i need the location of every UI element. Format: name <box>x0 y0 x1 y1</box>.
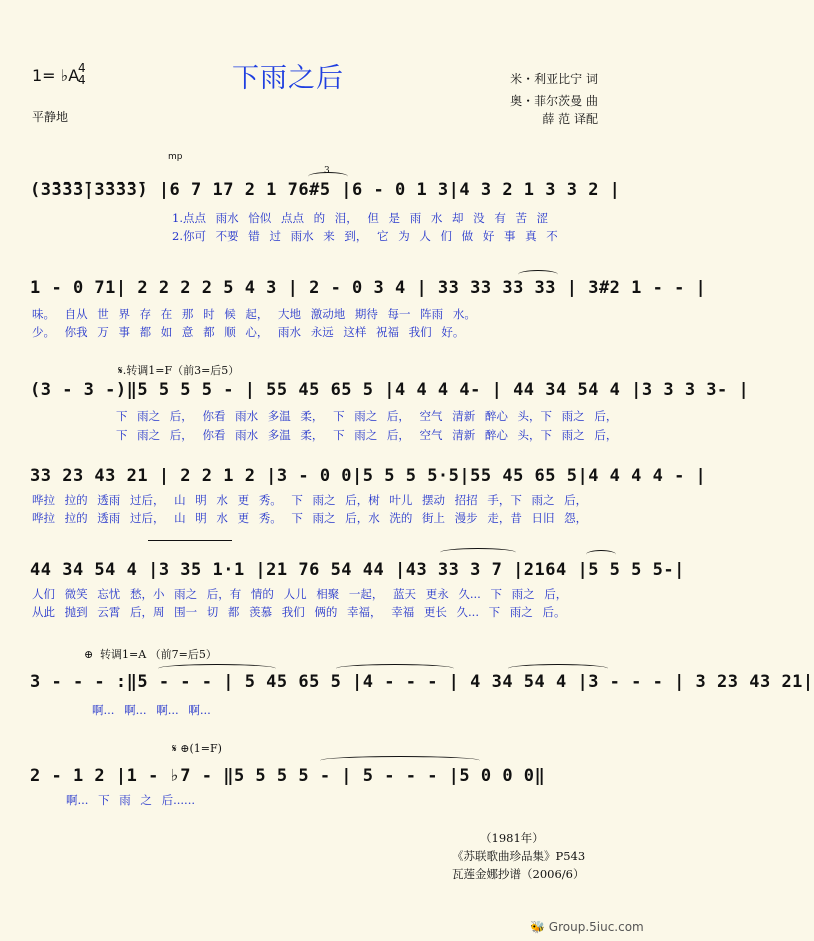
tempo-marking: 平静地 <box>32 110 69 124</box>
lyric-line-1-verse-2: 2.你可 不要 错 过 雨水 来 到， 它 为 人 们 做 好 事 真 不 <box>172 229 558 243</box>
score-line-4: 33 23 43 21 | 2 2 1 2 |3 - 0 0|5 5 5 5·5|55 45 65 5|4 4 4 4 - | <box>30 466 707 486</box>
lyric-line-5-verse-1: 人们 微笑 忘忧 愁，小 雨之 后，有 情的 人儿 相聚 一起， 蓝天 更永 久... 下 雨之 后， <box>32 587 568 601</box>
composer-credit: 奥・菲尔茨曼 曲 <box>510 94 598 108</box>
song-title: 下雨之后 <box>232 63 344 94</box>
watermark-text: Group.5iuc.com <box>548 920 644 934</box>
modulation-marking-2: 转调1=A （前7=后5） <box>100 648 217 661</box>
coda-marking: 𝄋 ⊕(1=F) <box>172 742 222 755</box>
meter-bottom: 4 <box>78 73 86 87</box>
translator-credit: 薛 范 译配 <box>542 112 598 126</box>
coda-symbol: ⊕ <box>84 648 94 661</box>
score-line-5: 44 34 54 4 |3 35 1·1 |21 76 54 44 |43 33 3 7 |2164 |5 5 5 5-| <box>30 560 685 580</box>
time-signature <box>78 62 86 86</box>
lyric-line-4-verse-1: 哗拉 拉的 透雨 过后， 山 明 水 更 秀。 下 雨之 后，树 叶儿 摆动 招招 手，下 雨之 后， <box>32 493 588 507</box>
slur-arc-1 <box>440 548 516 557</box>
score-line-1: (3̄3̄3̄3̄|3̄3̄3̄3̄) |6 7 17 2 1 76#5 |6 - 0 1 3|4 3 2 1 3 3 2 | <box>30 180 621 200</box>
modulation-marking-1: 𝄋.转调1=F（前3=后5） <box>118 364 240 377</box>
bee-icon: 🐝 <box>530 920 545 934</box>
lyric-line-2-verse-1: 味。 自从 世 界 存 在 那 时 候 起， 大地 激动地 期待 每一 阵雨 水。 <box>32 307 476 321</box>
lyric-line-1-verse-1: 1.点点 雨水 恰似 点点 的 泪， 但 是 雨 水 却 没 有 苦 涩 <box>172 211 549 225</box>
score-line-3: (3 - 3 -)‖5 5 5 5 - | 55 45 65 5 |4 4 4 4- | 44 34 54 4 |3 3 3 3- | <box>30 380 750 400</box>
phrase-line <box>148 540 232 541</box>
tie-arc-final <box>320 756 480 765</box>
lyric-line-3-verse-1: 下 雨之 后， 你看 雨水 多温 柔， 下 雨之 后， 空气 清新 醉心 头，下 雨之 后， <box>116 409 618 423</box>
watermark-logo-icon <box>530 920 644 934</box>
triplet-mark: 3 <box>324 166 330 176</box>
lyric-line-3-verse-2: 下 雨之 后， 你看 雨水 多温 柔， 下 雨之 后， 空气 清新 醉心 头，下 雨之 后， <box>116 428 618 442</box>
source-note: 《苏联歌曲珍品集》P543 <box>452 849 586 863</box>
lyric-line-2-verse-2: 少。 你我 万 事 都 如 意 都 顺 心， 雨水 永远 这样 祝福 我们 好。 <box>32 325 465 339</box>
score-line-2: 1 - 0 71| 2 2 2 2 5 4 3 | 2 - 0 3 4 | 33 33 33 33 | 3#2 1 - - | <box>30 278 707 298</box>
lyric-line-6: 啊... 啊... 啊... 啊... <box>92 703 211 717</box>
score-line-7: 2 - 1 2 |1 - ♭7 - ‖5 5 5 5 - | 5 - - - |5 0 0 0‖ <box>30 766 546 786</box>
year-note: （1981年） <box>480 831 544 845</box>
lyric-line-4-verse-2: 哗拉 拉的 透雨 过后， 山 明 水 更 秀。 下 雨之 后，水 洗的 街上 漫步 走，昔 日旧 怨， <box>32 511 588 525</box>
key-signature: 1= ♭A <box>32 66 80 85</box>
lyricist-credit: 米・利亚比宁 词 <box>510 72 598 86</box>
score-line-6: 3 - - - :‖5 - - - | 5 45 65 5 |4 - - - | 4 34 54 4 |3 - - - | 3 23 43 21| <box>30 672 814 692</box>
dynamic-marking: mp <box>168 152 183 162</box>
transcriber-note: 瓦莲金娜抄谱（2006/6） <box>452 867 585 881</box>
meter-top: 4 <box>78 61 86 75</box>
lyric-line-7: 啊... 下 雨 之 后...... <box>66 793 196 807</box>
slur-arc-2 <box>586 550 616 559</box>
lyric-line-5-verse-2: 从此 抛到 云霄 后，周 围一 切 都 羡慕 我们 俩的 幸福， 幸福 更长 久... 下 雨之 后。 <box>32 605 566 619</box>
